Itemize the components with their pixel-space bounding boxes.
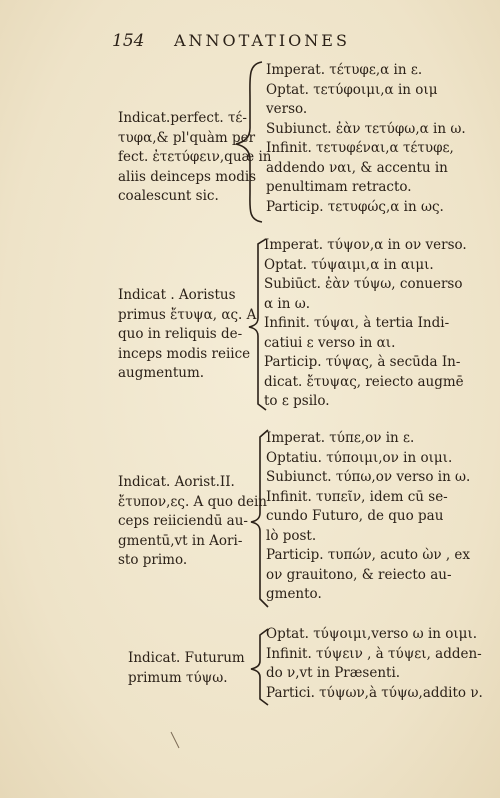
page-header	[0, 31, 500, 55]
section-aorist1-forms: Imperat. τύψον,α in ον verso. Optat. τύψαιμι,α in αιμι. Subiūct. ἐὰν τύψω, conuerso α in ω. Infinit. τύψαι, à tertia Indi- catiui ε verso in αι. Particip. τύψας, à secūda In- dicat. ἔτυψας, reiecto augmē to ε psilo.	[264, 237, 467, 409]
section-future-label: Indicat. Futurum primum τύψω.	[128, 650, 245, 686]
section-aorist2-label: Indicat. Aorist.II. ἔτυπον,ες. A quo dein ceps reiiciendū au- gmentū,vt in Aori- sto primo.	[118, 474, 267, 568]
section-perfect-label: Indicat.perfect. τέ- τυφα,& pl'quàm per fect. ἐτετύφειν,quæ in aliis deinceps modis coalescunt sic.	[118, 110, 272, 204]
section-aorist2-forms: Imperat. τύπε,ον in ε. Optatiu. τύποιμι,ον in οιμι. Subiunct. τύπω,ον verso in ω. Infinit. τυπεῖν, idem cū se- cundo Futuro, de quo pau lò post. Particip. τυπών, acuto ὼν , ex ον grauitono, & reiecto au- gmento.	[266, 430, 471, 602]
section-aorist1-label: Indicat . Aoristus primus ἔτυψα, ας. A quo in reliquis de- inceps modis reiice augmentum.	[118, 287, 257, 381]
brace-perfect	[232, 58, 266, 226]
section-perfect-forms: Imperat. τέτυφε,α in ε. Optat. τετύφοιμι,α in οιμ verso. Subiunct. ἐὰν τετύφω,α in ω. Infinit. τετυφέναι,α τέτυφε, addendo ναι, & accentu in penultimam retracto. Particip. τετυφώς,α in ως.	[266, 62, 466, 215]
running-title: ANNOTATIONES	[174, 31, 350, 50]
section-future-forms: Optat. τύψοιμι,verso ω in οιμι. Infinit. τύψειν , à τύψει, adden- do ν,vt in Præsenti. Partici. τύψων,à τύψω,addito ν.	[266, 626, 483, 701]
stray-mark	[168, 730, 182, 750]
page-number: 154	[112, 31, 145, 51]
